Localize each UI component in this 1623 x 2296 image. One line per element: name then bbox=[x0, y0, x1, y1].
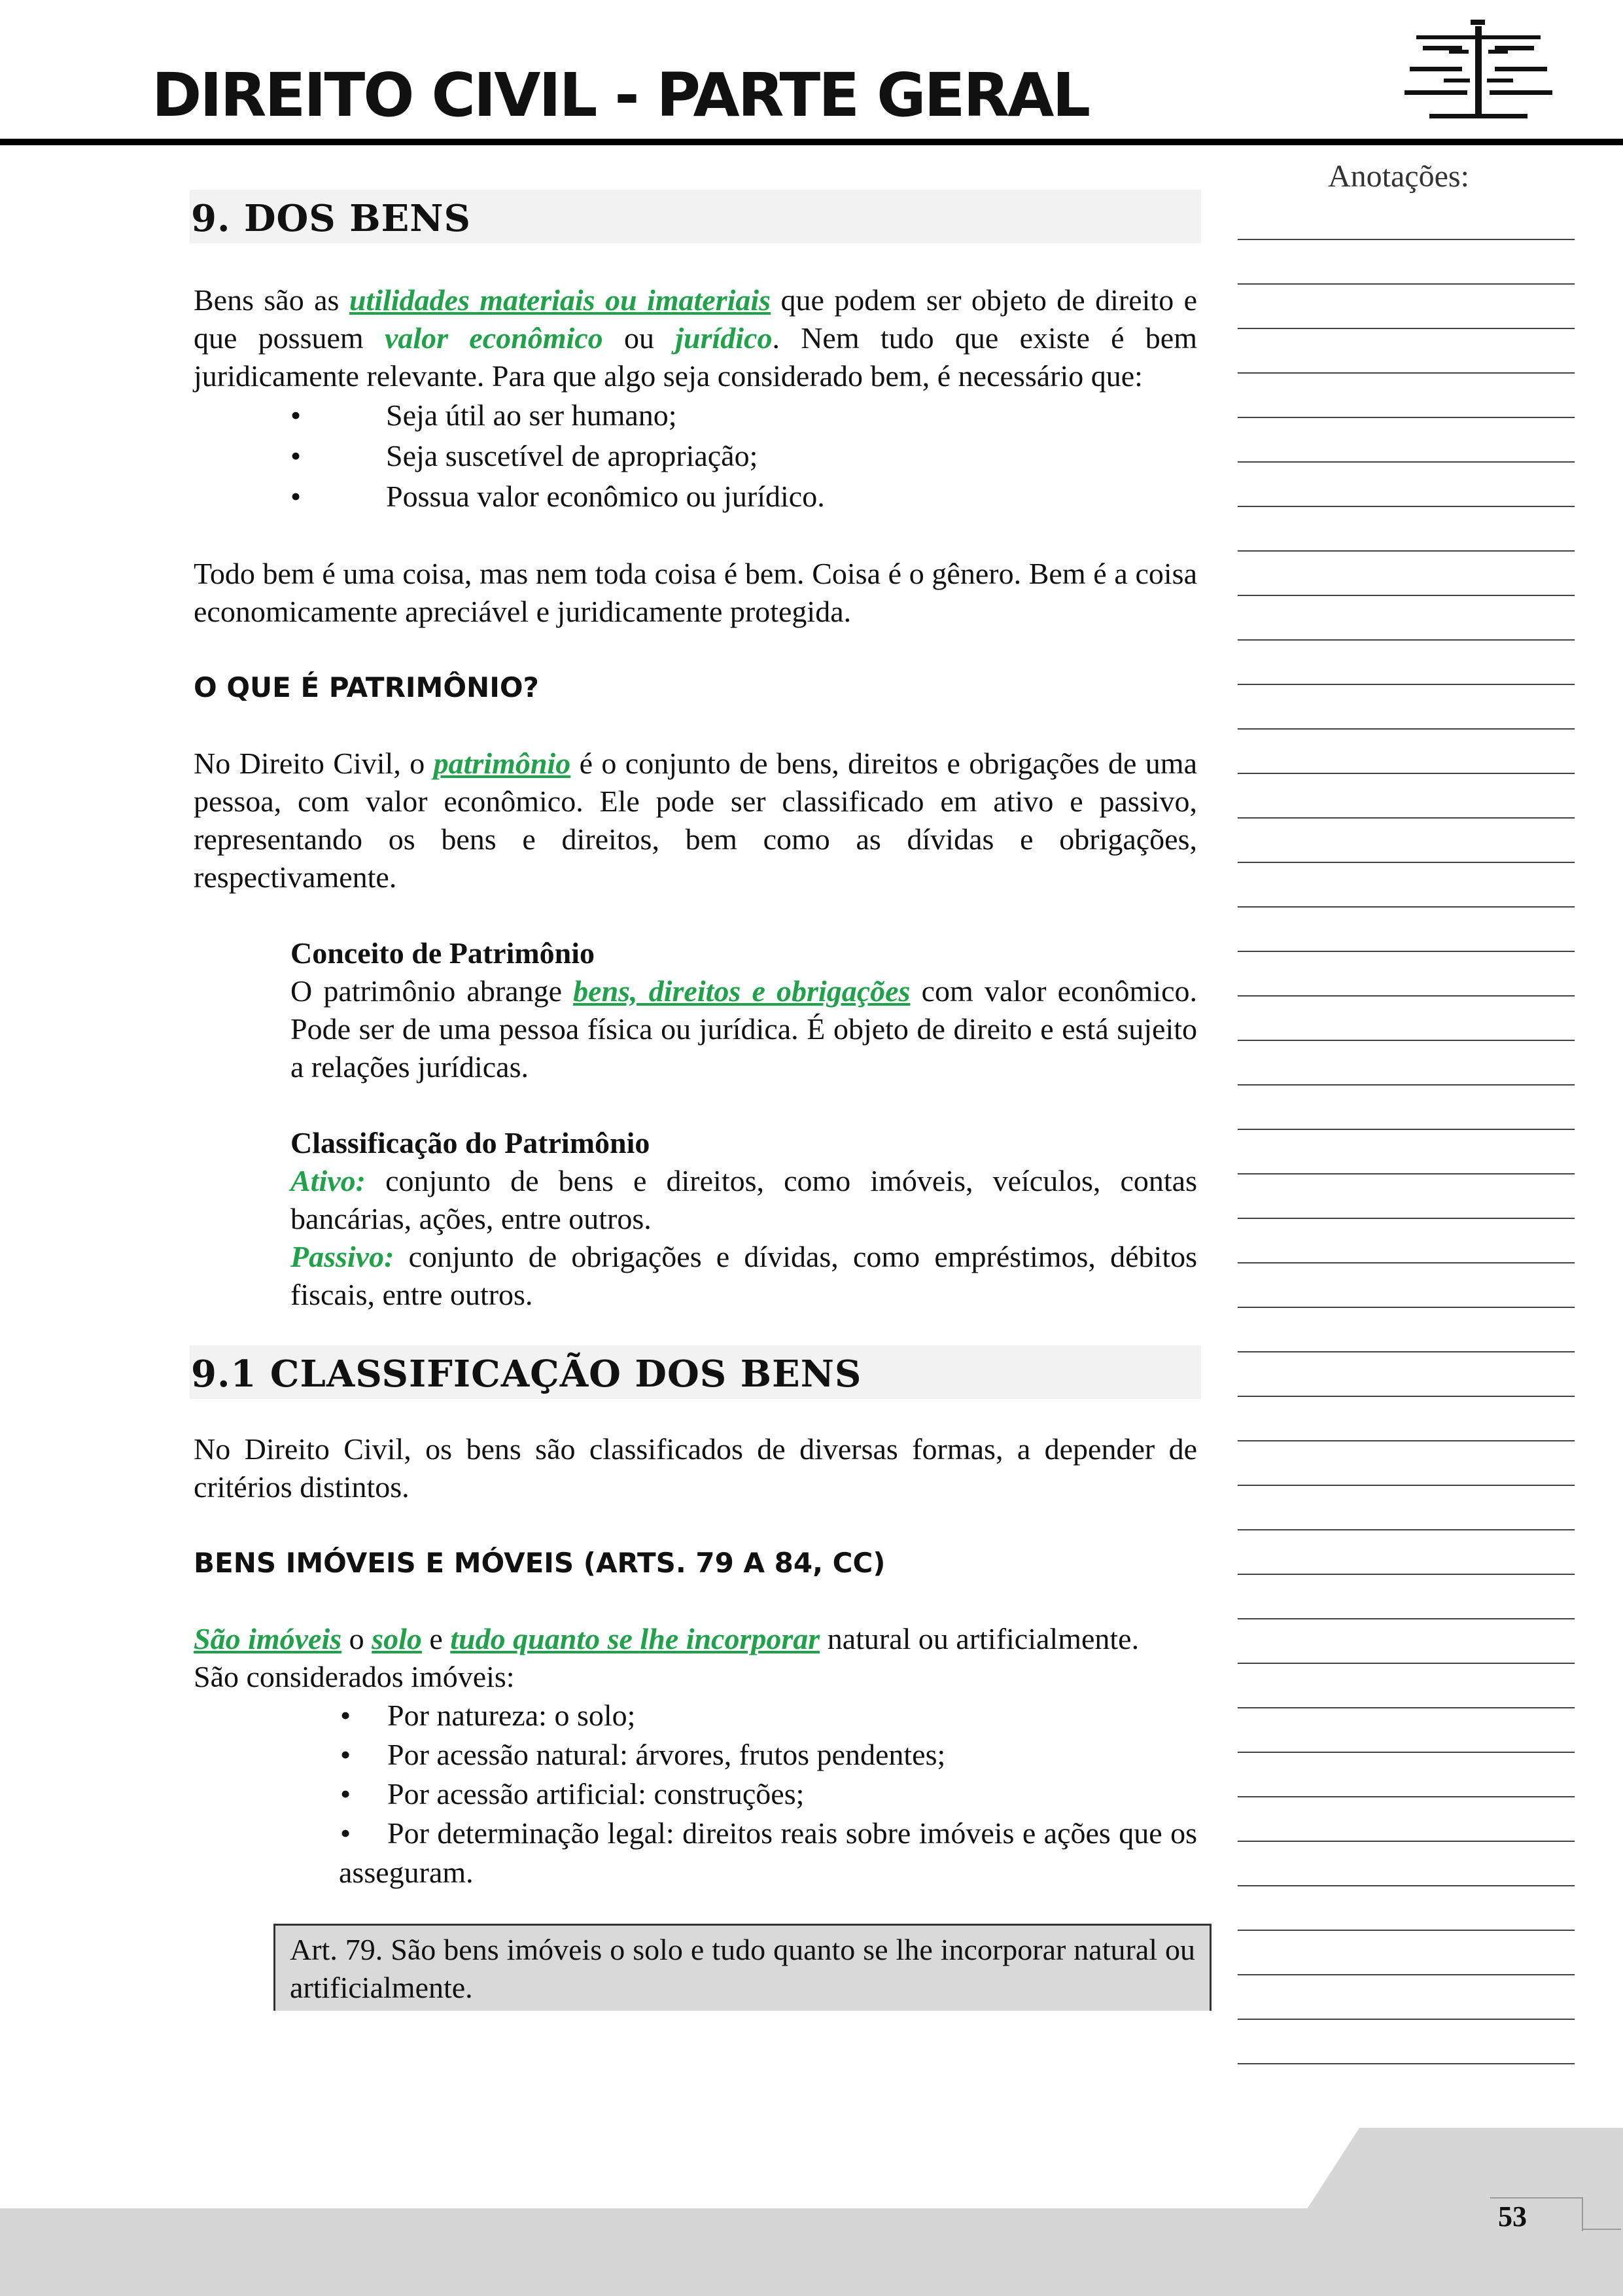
annotation-line bbox=[1238, 1084, 1575, 1086]
highlight-term: São imóveis bbox=[194, 1622, 342, 1655]
highlight-term: utilidades materiais ou imateriais bbox=[349, 283, 771, 317]
annotation-line bbox=[1238, 239, 1575, 240]
footer-band bbox=[0, 2208, 1623, 2296]
annotation-line bbox=[1238, 1663, 1575, 1664]
annotation-line bbox=[1238, 1974, 1575, 1975]
conceito-block bbox=[194, 934, 1197, 1314]
annotation-line bbox=[1238, 1752, 1575, 1753]
page-number: 53 bbox=[1498, 2200, 1527, 2233]
annotation-lines bbox=[1238, 239, 1575, 2108]
highlight-term: patrimônio bbox=[433, 747, 571, 780]
ativo-label: Ativo: bbox=[290, 1164, 366, 1197]
main-content bbox=[191, 190, 1198, 2011]
annotation-line bbox=[1238, 1262, 1575, 1263]
annotation-line bbox=[1238, 506, 1575, 507]
highlight-term: bens, direitos e obrigações bbox=[573, 974, 911, 1008]
annotation-line bbox=[1238, 1440, 1575, 1441]
annotation-line bbox=[1238, 595, 1575, 596]
requirements-list bbox=[194, 395, 1197, 517]
list-item: • Seja útil ao ser humano; bbox=[290, 395, 1197, 436]
annotation-line bbox=[1238, 1173, 1575, 1174]
annotation-line bbox=[1238, 995, 1575, 997]
annotation-line bbox=[1238, 773, 1575, 774]
annotation-line bbox=[1238, 328, 1575, 329]
passivo-paragraph: Passivo: conjunto de obrigações e dívidas, como empréstimos, débitos fiscais, entre outros. bbox=[290, 1240, 1197, 1311]
annotation-line bbox=[1238, 728, 1575, 730]
annotation-line bbox=[1238, 1129, 1575, 1130]
conceito-title: Conceito de Patrimônio bbox=[290, 936, 595, 970]
annotations-title: Anotações: bbox=[1328, 159, 1469, 194]
scales-logo-icon bbox=[1403, 16, 1554, 124]
annotation-line bbox=[1238, 1574, 1575, 1575]
annotation-line bbox=[1238, 372, 1575, 374]
article-79-text: Art. 79. São bens imóveis o solo e tudo quanto se lhe incorporar natural ou artificialmente. bbox=[290, 1933, 1195, 2004]
considerados-text: São considerados imóveis: bbox=[194, 1660, 515, 1693]
annotation-line bbox=[1238, 1485, 1575, 1486]
header-rule bbox=[0, 139, 1623, 145]
list-item: • Por natureza: o solo; bbox=[339, 1696, 1197, 1735]
section-heading: 9.1 CLASSIFICAÇÃO DOS BENS bbox=[190, 1345, 1201, 1399]
annotation-line bbox=[1238, 1930, 1575, 1931]
annotation-line bbox=[1238, 862, 1575, 863]
bens-intro-paragraph: Bens são as utilidades materiais ou imateriais que podem ser objeto de direito e que possuem valor econômico ou jurídico. Nem tudo que existe é bem juridicamente relevante. Para que algo seja considerado bem, é necessário que: bbox=[194, 283, 1198, 393]
list-item: • Seja suscetível de apropriação; bbox=[290, 436, 1197, 476]
highlight-term: valor econômico bbox=[384, 321, 603, 355]
classificacao-title: Classificação do Patrimônio bbox=[290, 1126, 650, 1159]
coisa-paragraph: Todo bem é uma coisa, mas nem toda coisa é bem. Coisa é o gênero. Bem é a coisa economicamente apreciável e juridicamente protegida. bbox=[194, 557, 1197, 628]
patrimonio-paragraph: No Direito Civil, o patrimônio é o conjunto de bens, direitos e obrigações de uma pessoa, com valor econômico. Ele pode ser classificado em ativo e passivo, representando os bens e direitos, bem como as dívidas e obrigações, respectivamente. bbox=[194, 747, 1198, 894]
annotation-line bbox=[1238, 906, 1575, 908]
annotation-line bbox=[1238, 1307, 1575, 1308]
patrimonio-heading: O QUE É PATRIMÔNIO? bbox=[194, 671, 539, 703]
annotation-line bbox=[1238, 461, 1575, 463]
annotation-line bbox=[1238, 1529, 1575, 1530]
annotation-line bbox=[1238, 1841, 1575, 1842]
list-item: • Por acessão natural: árvores, frutos pendentes; bbox=[339, 1735, 1197, 1775]
section-heading: 9. DOS BENS bbox=[190, 190, 1201, 243]
highlight-term: jurídico bbox=[675, 321, 773, 355]
annotation-line bbox=[1238, 1796, 1575, 1797]
annotation-line bbox=[1238, 1218, 1575, 1219]
annotation-line bbox=[1238, 417, 1575, 418]
annotation-line bbox=[1238, 2019, 1575, 2020]
page-header-title: DIREITO CIVIL - PARTE GERAL bbox=[152, 60, 1089, 130]
list-item: • Por determinação legal: direitos reais sobre imóveis e ações que os asseguram. bbox=[339, 1814, 1197, 1892]
ativo-paragraph: Ativo: conjunto de bens e direitos, como imóveis, veículos, contas bancárias, ações, entre outros. bbox=[290, 1164, 1197, 1235]
article-quote-box bbox=[273, 1924, 1212, 2011]
annotation-line bbox=[1238, 283, 1575, 285]
passivo-label: Passivo: bbox=[290, 1240, 394, 1273]
list-item: • Possua valor econômico ou jurídico. bbox=[290, 476, 1197, 517]
annotation-line bbox=[1238, 1707, 1575, 1708]
imoveis-list bbox=[194, 1696, 1197, 1892]
highlight-term: solo bbox=[372, 1622, 422, 1655]
annotation-line bbox=[1238, 951, 1575, 952]
conceito-paragraph: O patrimônio abrange bens, direitos e obrigações com valor econômico. Pode ser de uma pessoa física ou jurídica. É objeto de direito e está sujeito a relações jurídicas. bbox=[290, 974, 1197, 1084]
annotation-line bbox=[1238, 684, 1575, 685]
annotation-line bbox=[1238, 639, 1575, 641]
imoveis-definition: São imóveis o solo e tudo quanto se lhe incorporar natural ou artificialmente. bbox=[194, 1622, 1140, 1655]
annotation-line bbox=[1238, 1618, 1575, 1619]
annotation-line bbox=[1238, 2063, 1575, 2064]
annotation-line bbox=[1238, 1351, 1575, 1352]
imoveis-heading: BENS IMÓVEIS E MÓVEIS (ARTS. 79 A 84, CC) bbox=[194, 1547, 886, 1579]
classificacao-intro: No Direito Civil, os bens são classificados de diversas formas, a depender de critérios distintos. bbox=[194, 1432, 1197, 1504]
list-item: • Por acessão artificial: construções; bbox=[339, 1775, 1197, 1814]
highlight-term: tudo quanto se lhe incorporar bbox=[450, 1622, 820, 1655]
annotation-line bbox=[1238, 550, 1575, 552]
annotation-line bbox=[1238, 817, 1575, 819]
page-number-frame-line bbox=[1582, 2229, 1621, 2230]
annotation-line bbox=[1238, 1040, 1575, 1041]
annotation-line bbox=[1238, 1885, 1575, 1886]
annotation-line bbox=[1238, 1396, 1575, 1397]
